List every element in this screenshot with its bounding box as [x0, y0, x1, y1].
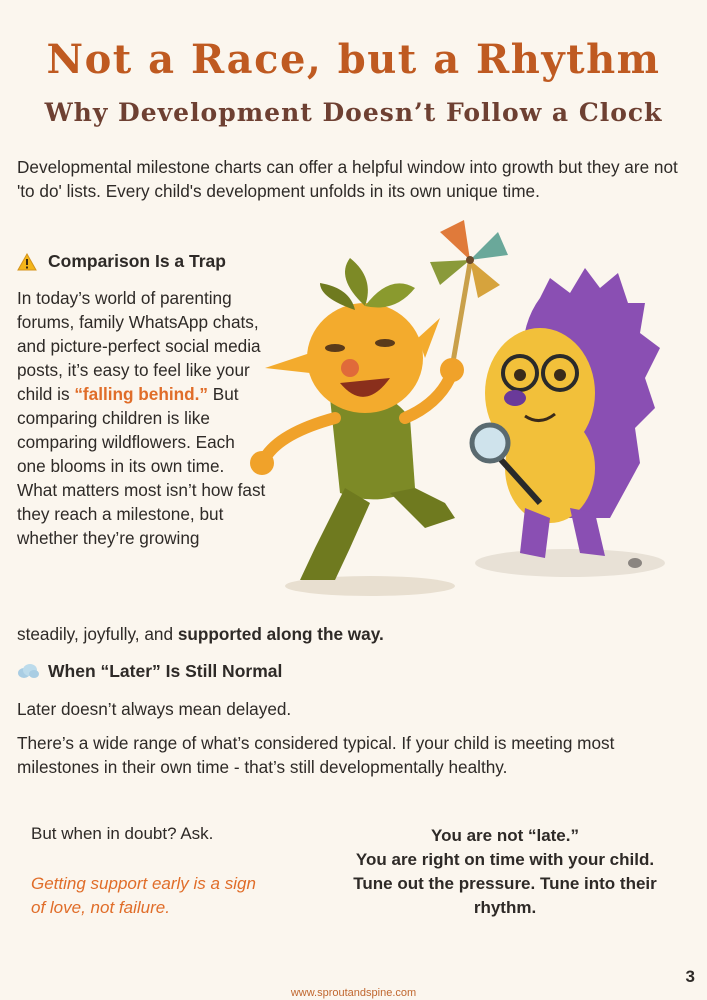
affirmation-line-2: You are right on time with your child. — [355, 850, 655, 869]
affirmation-line-1: You are not “late.” — [431, 826, 579, 845]
ask-text: But when in doubt? Ask. — [31, 824, 214, 843]
warning-icon — [17, 253, 39, 271]
affirmation-block — [320, 824, 690, 920]
later-heading-text: When “Later” Is Still Normal — [48, 661, 283, 681]
comparison-heading-text: Comparison Is a Trap — [48, 251, 226, 271]
supported-bold: supported along the way. — [177, 624, 384, 644]
comparison-paragraph — [17, 286, 267, 550]
later-heading — [17, 661, 282, 682]
comparison-paragraph-end — [17, 622, 617, 646]
later-paragraph-2: There’s a wide range of what’s considered typical. If your child is meeting most milestones in their own time - that’s still developmentally healthy. — [17, 733, 615, 777]
comparison-text-c: steadily, joyfully, and — [17, 624, 178, 644]
footer-url: www.sproutandspine.com — [290, 987, 417, 999]
intro-paragraph: Developmental milestone charts can offer a helpful window into growth but they are not 'to do' lists. Every child's development unfolds in its own unique time. — [17, 157, 678, 201]
falling-behind-highlight: “falling behind.” — [74, 384, 208, 404]
page-title: Not a Race, but a Rhythm — [46, 36, 661, 83]
support-text: Getting support early is a sign of love, not failure. — [31, 874, 256, 917]
later-paragraph-1: Later doesn’t always mean delayed. — [17, 699, 292, 719]
sprout-and-hedgehog-illustration — [240, 218, 680, 603]
page-number: 3 — [685, 967, 695, 986]
comparison-heading — [17, 251, 226, 272]
comparison-text-b: But comparing children is like comparing wildflowers. Each one blooms in its own time. What matters most isn’t how fast they reach a milestone, but whether they’re growing — [17, 384, 266, 548]
cloud-icon — [17, 663, 39, 681]
affirmation-line-3: Tune out the pressure. Tune into their rhythm. — [353, 874, 657, 917]
page-subtitle: Why Development Doesn’t Follow a Clock — [44, 98, 663, 127]
comparison-text-a: In today’s world of parenting forums, family WhatsApp chats, and picture-perfect social media posts, it’s easy to feel like your child is — [17, 288, 261, 404]
